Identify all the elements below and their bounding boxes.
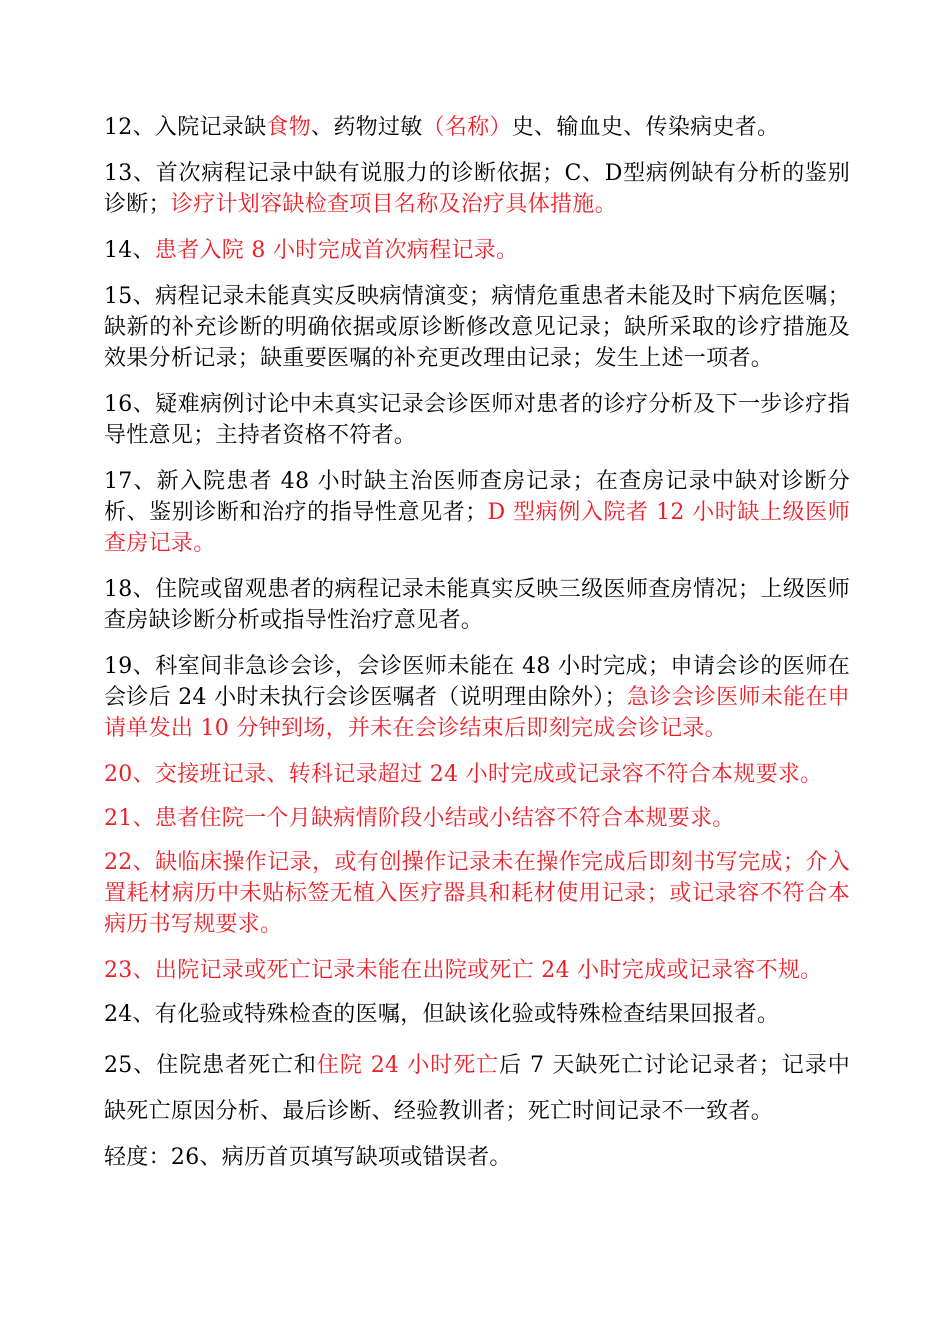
item-21-seg-1: 21、患者住院一个月缺病情阶段小结或小结容不符合本规要求。 bbox=[104, 806, 735, 831]
item-23 bbox=[104, 955, 850, 986]
item-12-seg-1: 12、入院记录缺 bbox=[104, 115, 267, 140]
item-24 bbox=[104, 999, 850, 1030]
item-23-seg-1: 23、出院记录或死亡记录未能在出院或死亡 24 小时完成或记录容不规。 bbox=[104, 958, 823, 983]
item-24-seg-1: 24、有化验或特殊检查的医嘱，但缺该化验或特殊检查结果回报者。 bbox=[104, 1002, 780, 1027]
item-12-seg-2: 食物 bbox=[266, 115, 312, 140]
item-14 bbox=[104, 235, 850, 266]
item-12-seg-5: 史、输血史、传染病史者。 bbox=[511, 115, 780, 140]
item-15 bbox=[104, 281, 850, 374]
item-14-seg-1: 14、 bbox=[104, 238, 155, 263]
item-13 bbox=[104, 158, 850, 220]
item-20-seg-1: 20、交接班记录、转科记录超过 24 小时完成或记录容不符合本规要求。 bbox=[104, 762, 823, 787]
item-16-seg-1: 16、疑难病例讨论中未真实记录会诊医师对患者的诊疗分析及下一步诊疗指导性意见；主持者资格不符者。 bbox=[104, 392, 850, 448]
item-21 bbox=[104, 803, 850, 834]
item-19-seg-1: 19、科室间非急诊会诊，会诊医师未能在 48 小时完成；申请会诊的医师在会诊后 24 小时未执行会诊医嘱者（说明理由除外）； bbox=[104, 654, 850, 710]
item-25 bbox=[104, 1043, 850, 1135]
item-17-seg-2: D 型病例入院者 12 小时缺上级医师查房记录。 bbox=[104, 500, 850, 556]
item-13-seg-1: 13、首次病程记录中缺有说服力的诊断依据；C、D型病例缺有分析的鉴别诊断； bbox=[104, 161, 850, 217]
item-25-seg-1: 25、住院患者死亡和 bbox=[104, 1053, 317, 1078]
item-17 bbox=[104, 466, 850, 559]
item-20 bbox=[104, 759, 850, 790]
item-19 bbox=[104, 651, 850, 744]
item-17-seg-1: 17、新入院患者 48 小时缺主治医师查房记录；在查房记录中缺对诊断分析、鉴别诊断和治疗的指导性意见者； bbox=[104, 469, 850, 525]
item-15-seg-1: 15、病程记录未能真实反映病情演变；病情危重患者未能及时下病危医嘱；缺新的补充诊断的明确依据或原诊断修改意见记录；缺所采取的诊疗措施及效果分析记录；缺重要医嘱的补充更改理由记录；发生上述一项者。 bbox=[104, 284, 850, 371]
item-26-seg-1: 轻度：26、病历首页填写缺项或错误者。 bbox=[104, 1145, 512, 1170]
document-body bbox=[104, 112, 850, 1181]
item-12-seg-4: （名称） bbox=[422, 115, 512, 140]
item-19-seg-2: 急诊会诊医师未能在申请单发出 10 分钟到场，并未在会诊结束后即刻完成会诊记录。 bbox=[104, 685, 850, 741]
item-22 bbox=[104, 847, 850, 940]
item-18-seg-1: 18、住院或留观患者的病程记录未能真实反映三级医师查房情况；上级医师查房缺诊断分析或指导性治疗意见者。 bbox=[104, 577, 850, 633]
item-25-seg-2: 住院 24 小时死亡 bbox=[316, 1053, 500, 1078]
item-13-seg-2: 诊疗计划容缺检查项目名称及治疗具体措施。 bbox=[170, 192, 617, 217]
item-22-seg-1: 22、缺临床操作记录，或有创操作记录未在操作完成后即刻书写完成；介入置耗材病历中未贴标签无植入医疗器具和耗材使用记录；或记录容不符合本病历书写规要求。 bbox=[104, 850, 850, 937]
item-16 bbox=[104, 389, 850, 451]
item-14-seg-2: 患者入院 8 小时完成首次病程记录。 bbox=[154, 238, 519, 263]
item-26 bbox=[104, 1135, 850, 1181]
item-25-seg-3: 后 7 天缺死亡讨论记录者；记录中缺死亡原因分析、最后诊断、经验教训者；死亡时间记录不一致者。 bbox=[104, 1053, 851, 1124]
item-12 bbox=[104, 112, 850, 143]
item-12-seg-3: 、药物过敏 bbox=[311, 115, 423, 140]
item-18 bbox=[104, 574, 850, 636]
